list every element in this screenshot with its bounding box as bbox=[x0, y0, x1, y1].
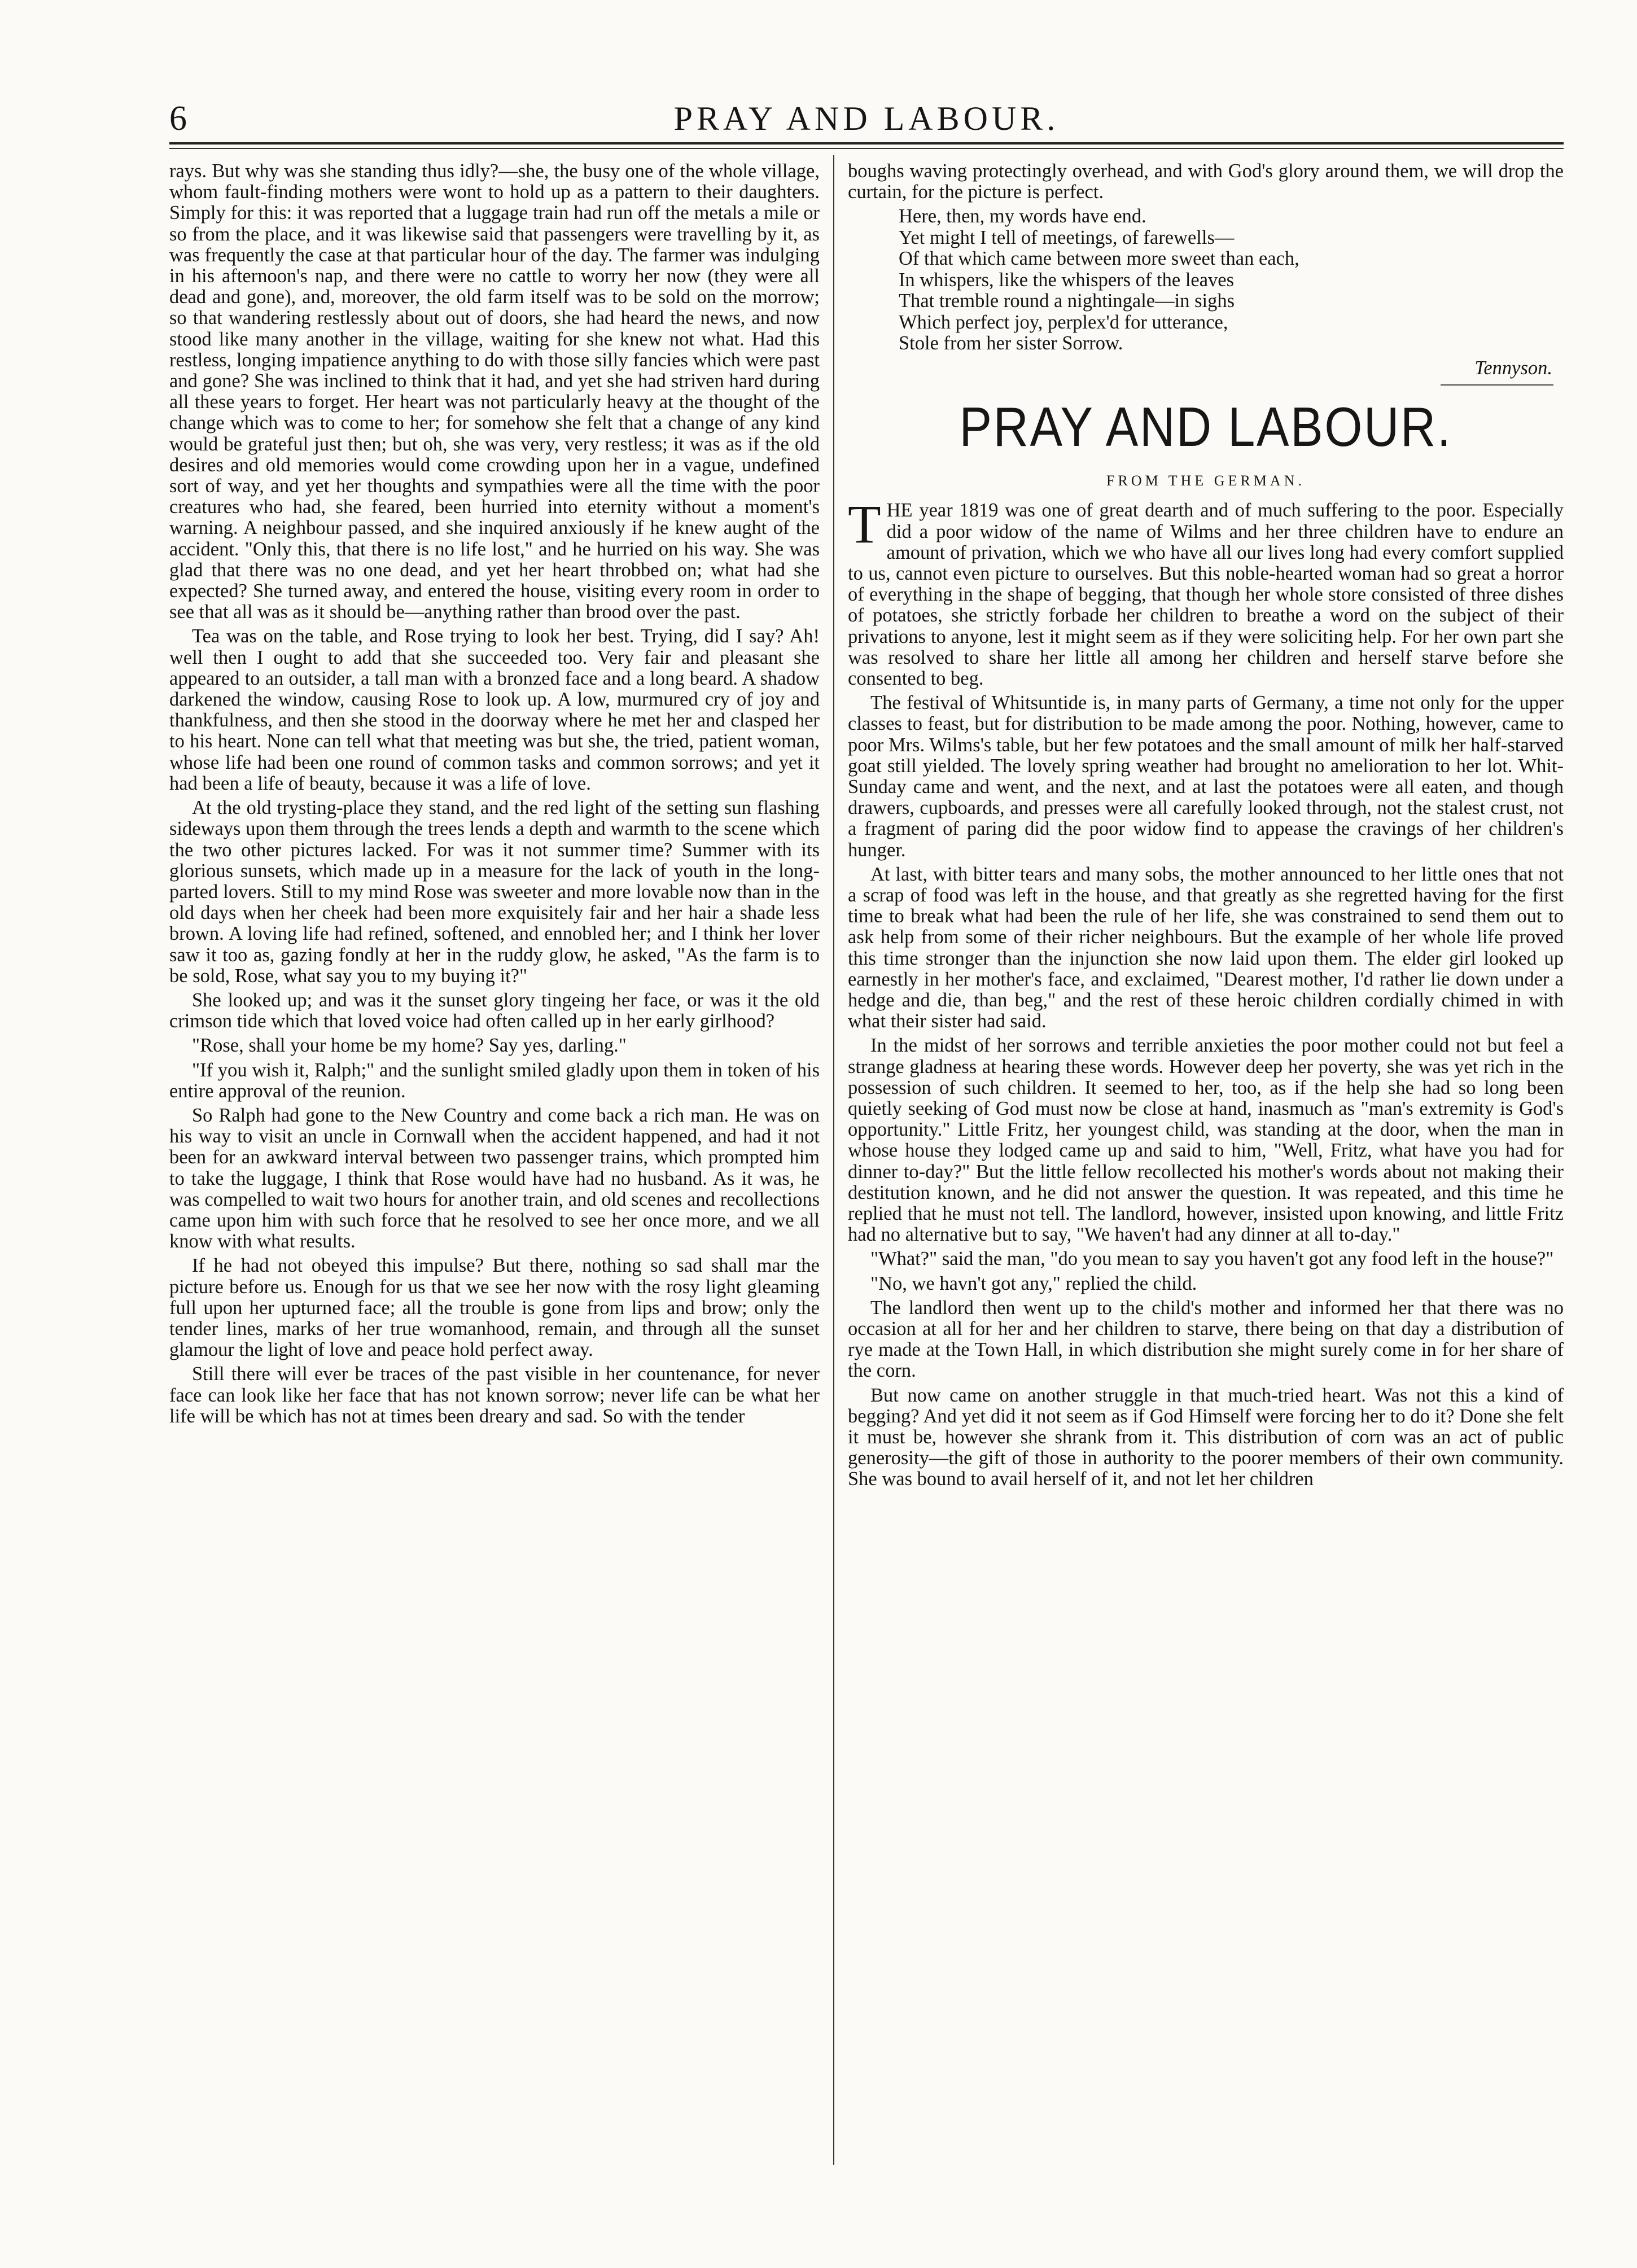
running-title: PRAY AND LABOUR. bbox=[673, 100, 1060, 137]
paragraph: Tea was on the table, and Rose trying to look her best. Trying, did I say? Ah! well then I ought to add that she succeeded too. Very fair and pleasant she appeared to an outsider, a tall man with a bronzed face and a long beard. A shadow darkened the window, causing Rose to look up. A low, murmured cry of joy and thankfulness, and then she stood in the doorway where he met her and clasped her to his heart. None can tell what that meeting was but she, the tried, patient woman, whose life had been one round of common tasks and common sorrows; and yet it had been a life of beauty, because it was a life of love. bbox=[169, 625, 820, 794]
poem-line: Of that which came between more sweet than each, bbox=[899, 248, 1299, 270]
poem-line: Stole from her sister Sorrow. bbox=[899, 332, 1123, 354]
page-number: 6 bbox=[169, 99, 187, 138]
paragraph: In the midst of her sorrows and terrible anxieties the poor mother could not but feel a strange gladness at hearing these words. However deep her poverty, she was yet rich in the possession of such children. It seemed to her, too, as if the help she had so long been quietly seeking of God must now be close at hand, inasmuch as "man's extremity is God's opportunity." Little Fritz, her youngest child, was standing at the door, when the man in whose house they lodged came up and said to him, "Well, Fritz, what have you had for dinner to-day?" But the little fellow recollected his mother's words about not making their destitution known, and he did not answer the question. It was repeated, and this time he replied that he must not tell. The landlord, however, insisted upon knowing, and little Fritz had no alternative but to say, "We haven't had any dinner at all to-day." bbox=[848, 1035, 1564, 1246]
left-column bbox=[169, 161, 820, 1430]
paragraph: At last, with bitter tears and many sobs, the mother announced to her little ones that not a scrap of food was left in the house, and that greatly as she regretted having for the first time to break what had been the rule of her life, she was constrained to send them out to ask help from some of their richer neighbours. But the example of her whole life proved this time stronger than the injunction she now laid upon them. The elder girl looked up earnestly in her mother's face, and exclaimed, "Dearest mother, I'd rather lie down under a hedge and die, than beg," and the rest of these heroic children cordially chimed in with what their sister had said. bbox=[848, 863, 1564, 1032]
paragraph-text: HE year 1819 was one of great dearth and of much suffering to the poor. Especially did a poor widow of the name of Wilms and her three children have to endure an amount of privation, which we who have all our lives long had every comfort supplied to us, cannot even picture to ourselves. But this noble-hearted woman had so great a horror of everything in the shape of begging, that though her whole store consisted of three dishes of potatoes, she strictly forbade her children to breathe a word on the subject of their privations to anyone, lest it might seem as if they were soliciting help. For her own part she was resolved to share her little all among her children and herself starve before she consented to beg. bbox=[848, 500, 1564, 689]
paragraph: "Rose, shall your home be my home? Say yes, darling." bbox=[192, 1035, 627, 1057]
paragraph: She looked up; and was it the sunset glory tingeing her face, or was it the old crimson tide which that loved voice had often called up in her early girlhood? bbox=[169, 989, 820, 1032]
paragraph: If he had not obeyed this impulse? But there, nothing so sad shall mar the picture before us. Enough for us that we see her now with the rosy light gleaming full upon her upturned face; all the trouble is gone from lips and brow; only the tender lines, marks of her true womanhood, remain, and through all the sunset glamour the light of love and peace hold perfect away. bbox=[169, 1255, 820, 1361]
paragraph: So Ralph had gone to the New Country and come back a rich man. He was on his way to visit an uncle in Cornwall when the accident happened, and had it not been for an awkward interval between two passenger trains, which prompted him to take the luggage, I think that Rose would have had no husband. As it was, he was compelled to wait two hours for another train, and old scenes and recollections came upon him with such force that he resolved to see her once more, and we all know with what results. bbox=[169, 1104, 820, 1253]
page-header bbox=[169, 99, 1564, 138]
poem-line: Yet might I tell of meetings, of farewells— bbox=[899, 226, 1235, 248]
paragraph: The landlord then went up to the child's mother and informed her that there was no occasion at all for her and her children to starve, there being on that day a distribution of rye made at the Town Hall, in which distribution she might surely come in for her share of the corn. bbox=[848, 1297, 1564, 1382]
header-rule bbox=[169, 142, 1564, 145]
paragraph: Still there will ever be traces of the past visible in her countenance, for never face can look like her face that has not known sorrow; never life can be what her life will be which has not at times been dreary and sad. So with the tender bbox=[169, 1363, 820, 1427]
paragraph: rays. But why was she standing thus idly?—she, the busy one of the whole village, whom fault-finding mothers were wont to hold up as a pattern to their daughters. Simply for this: it was reported that a luggage train had run off the metals a mile or so from the place, and it was likewise said that passengers were travelling by it, as was frequently the case at that particular hour of the day. The farmer was indulging in his afternoon's nap, and there were no cattle to worry her now (they were all dead and gone), and, moreover, the old farm itself was to be sold on the morrow; so that wandering restlessly about out of doors, she had heard the news, and now stood like many another in the village, waiting for she knew not what. Had this restless, longing impatience anything to do with those silly fancies which were past and gone? She was inclined to think that it had, and yet she had striven hard during all these years to forget. Her heart was not particularly heavy at the thought of the change which was to come to her; for somehow she felt that a change of any kind would be grateful just then; but oh, she was very, very restless; it was as if the old desires and old memories would come crowding upon her in a vague, undefined sort of way, and yet her thoughts and sympathies were all the time with the poor creatures who had, she feared, been hurried into eternity without a moment's warning. A neighbour passed, and she inquired anxiously if he knew aught of the accident. "Only this, that there is no life lost," and he hurried on his way. She was glad that there was no one dead, and yet her heart throbbed on; what had she expected? She turned away, and entered the house, visiting every room in order to see that all was as it should be—anything rather than brood over the past. bbox=[169, 160, 820, 623]
separator-rule bbox=[1441, 384, 1553, 386]
poem-line: Which perfect joy, perplex'd for utterance, bbox=[899, 311, 1228, 333]
article-subtitle: FROM THE GERMAN. bbox=[1106, 472, 1305, 489]
paragraph: At the old trysting-place they stand, and the red light of the setting sun flashing sideways upon them through the trees lends a depth and warmth to the scene which the two other pictures lacked. For was it not summer time? Summer with its glorious sunsets, which made up in a measure for the lack of youth in the long-parted lovers. Still to my mind Rose was sweeter and more lovable now than in the old days when her cheek had been more exquisitely fair and her hair a shade less brown. A loving life had refined, softened, and ennobled her; and I think her lover saw it too as, gazing fondly at her in the ruddy glow, he asked, "As the farm is to be sold, Rose, what say you to my buying it?" bbox=[169, 797, 820, 987]
poem-line: That tremble round a nightingale—in sighs bbox=[899, 290, 1235, 312]
paragraph: "No, we havn't got any," replied the child. bbox=[870, 1272, 1197, 1294]
right-column bbox=[848, 161, 1564, 1494]
paragraph: "What?" said the man, "do you mean to say you haven't got any food left in the house?" bbox=[870, 1248, 1554, 1270]
poem-attribution: Tennyson. bbox=[1474, 357, 1552, 379]
paragraph: But now came on another struggle in that much-tried heart. Was not this a kind of begging? And yet did it not seem as if God Himself were forcing her to do it? Done she felt it must be, however she shrank from it. This distribution of corn was an act of public generosity—the gift of those in authority to the poorer members of their own community. She was bound to avail herself of it, and not let her children bbox=[848, 1384, 1564, 1490]
paragraph: "If you wish it, Ralph;" and the sunlight smiled gladly upon them in token of his entire approval of the reunion. bbox=[169, 1059, 820, 1102]
header-rule-thin bbox=[169, 148, 1564, 149]
article-title: PRAY AND LABOUR. bbox=[959, 396, 1452, 458]
column-divider bbox=[833, 155, 834, 2165]
paragraph-first bbox=[848, 494, 1564, 689]
paragraph: The festival of Whitsuntide is, in many parts of Germany, a time not only for the upper classes to feast, but for distribution to be made among the poor. Nothing, however, came to poor Mrs. Wilms's table, but her few potatoes and the small amount of milk her half-starved goat still yielded. The lovely spring weather had brought no amelioration to her lot. Whit-Sunday came and went, and the next, and at last the potatoes were all eaten, and though drawers, cupboards, and presses were all carefully looked through, not the stalest crust, not a fragment of paring did the poor widow find to appease the cravings of her children's hunger. bbox=[848, 692, 1564, 861]
poem-line: Here, then, my words have end. bbox=[899, 205, 1146, 227]
story-ending: boughs waving protectingly overhead, and with God's glory around them, we will drop the curtain, for the picture is perfect. bbox=[848, 160, 1564, 203]
poem-quote bbox=[899, 206, 1564, 354]
drop-cap: T bbox=[848, 494, 881, 555]
poem-line: In whispers, like the whispers of the leaves bbox=[899, 269, 1235, 291]
